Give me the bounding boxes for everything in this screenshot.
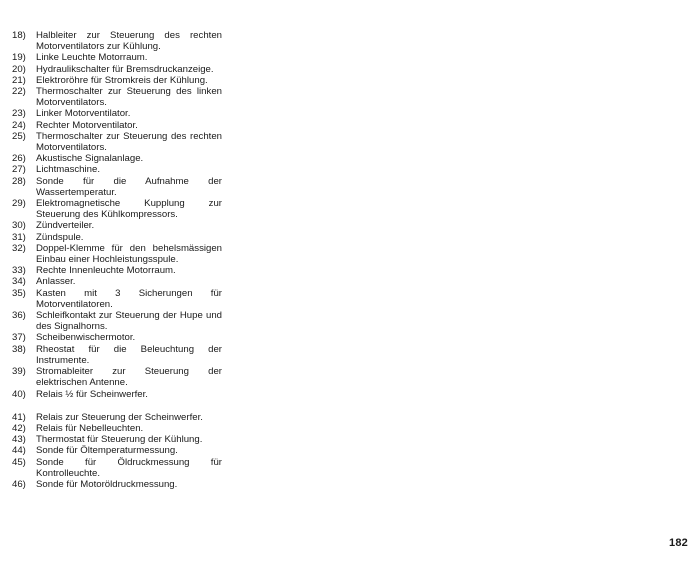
item-text: Sonde für Öltemperaturmessung. <box>36 445 178 457</box>
item-text: Rechte Innenleuchte Motorraum. <box>36 265 176 277</box>
legend-item <box>12 198 222 220</box>
item-text: Stromableiter zur Steuerung der elektrischen Antenne. <box>36 366 222 389</box>
legend-item <box>12 412 222 423</box>
legend-item <box>12 389 222 400</box>
item-text: Thermoschalter zur Steuerung des linken Motorventilators. <box>36 86 222 109</box>
legend-item <box>12 232 222 243</box>
item-text: Anlasser. <box>36 276 76 288</box>
item-text: Elektromagnetische Kupplung zur Steuerung des Kühlkompressors. <box>36 198 222 221</box>
item-text: Lichtmaschine. <box>36 164 100 176</box>
item-text: Halbleiter zur Steuerung des rechten Motorventilators zur Kühlung. <box>36 30 222 53</box>
item-number: 46) <box>12 478 26 490</box>
legend-item <box>12 176 222 198</box>
item-number: 34) <box>12 276 26 288</box>
legend-item <box>12 265 222 276</box>
item-text: Sonde für Öldruckmessung für Kontrolleuchte. <box>36 456 222 479</box>
item-number: 45) <box>12 456 26 468</box>
item-text: Relais für Nebelleuchten. <box>36 422 144 434</box>
item-number: 39) <box>12 366 26 378</box>
item-text: Schleifkontakt zur Steuerung der Hupe und des Signalhorns. <box>36 310 222 333</box>
item-text: Zündspule. <box>36 231 84 243</box>
legend-item <box>12 153 222 164</box>
item-number: 32) <box>12 242 26 254</box>
item-text: Scheibenwischermotor. <box>36 332 136 344</box>
item-text: Linker Motorventilator. <box>36 108 131 120</box>
item-number: 27) <box>12 164 26 176</box>
item-text: Sonde für Motoröldruckmessung. <box>36 478 178 490</box>
legend-item <box>12 164 222 175</box>
legend-item <box>12 86 222 108</box>
legend-item <box>12 30 222 52</box>
item-text: Akustische Signalanlage. <box>36 153 144 165</box>
legend-item <box>12 434 222 445</box>
item-number: 42) <box>12 422 26 434</box>
legend-item <box>12 288 222 310</box>
item-number: 41) <box>12 411 26 423</box>
item-number: 43) <box>12 434 26 446</box>
item-number: 18) <box>12 30 26 41</box>
item-number: 28) <box>12 175 26 187</box>
item-number: 29) <box>12 198 26 210</box>
item-number: 19) <box>12 52 26 64</box>
item-number: 44) <box>12 445 26 457</box>
legend-item <box>12 479 222 490</box>
legend-item <box>12 366 222 388</box>
item-number: 37) <box>12 332 26 344</box>
item-text: Rechter Motorventilator. <box>36 119 138 131</box>
item-number: 38) <box>12 343 26 355</box>
legend-item <box>12 220 222 231</box>
legend-item <box>12 457 222 479</box>
item-text: Zündverteiler. <box>36 220 95 232</box>
legend-list <box>12 30 222 490</box>
item-number: 30) <box>12 220 26 232</box>
item-text: Relais zur Steuerung der Scheinwerfer. <box>36 411 203 423</box>
item-text: Linke Leuchte Motorraum. <box>36 52 148 64</box>
legend-item <box>12 75 222 86</box>
item-text: Hydraulikschalter für Bremsdruckanzeige. <box>36 63 214 75</box>
legend-item <box>12 243 222 265</box>
item-number: 36) <box>12 310 26 322</box>
legend-item <box>12 423 222 434</box>
item-text: Thermostat für Steuerung der Kühlung. <box>36 434 203 446</box>
item-text: Thermoschalter zur Steuerung des rechten Motorventilators. <box>36 130 222 154</box>
item-number: 25) <box>12 130 26 142</box>
item-number: 23) <box>12 108 26 120</box>
item-number: 24) <box>12 119 26 131</box>
legend-item <box>12 276 222 287</box>
item-text: Kasten mit 3 Sicherungen für Motorventilatoren. <box>36 287 222 310</box>
item-text: Rheostat für die Beleuchtung der Instrumente. <box>36 343 222 366</box>
item-number: 40) <box>12 388 26 400</box>
item-number: 22) <box>12 86 26 98</box>
item-text: Relais ½ für Scheinwerfer. <box>36 388 148 400</box>
item-number: 35) <box>12 287 26 299</box>
item-number: 26) <box>12 153 26 165</box>
item-number: 33) <box>12 265 26 277</box>
legend-item <box>12 332 222 343</box>
page-number: 182 <box>669 537 688 549</box>
legend-item <box>12 310 222 332</box>
item-number: 21) <box>12 74 26 86</box>
item-number: 20) <box>12 63 26 75</box>
legend-item <box>12 64 222 75</box>
item-text: Elektroröhre für Stromkreis der Kühlung. <box>36 74 208 86</box>
item-number: 31) <box>12 231 26 243</box>
item-text: Doppel-Klemme für den behelsmässigen Einbau einer Hochleistungsspule. <box>36 242 222 266</box>
legend-item <box>12 120 222 131</box>
legend-item <box>12 445 222 456</box>
legend-item <box>12 344 222 366</box>
item-text: Sonde für die Aufnahme der Wassertemperatur. <box>36 175 222 198</box>
legend-item <box>12 52 222 63</box>
legend-item <box>12 131 222 153</box>
legend-item <box>12 108 222 119</box>
